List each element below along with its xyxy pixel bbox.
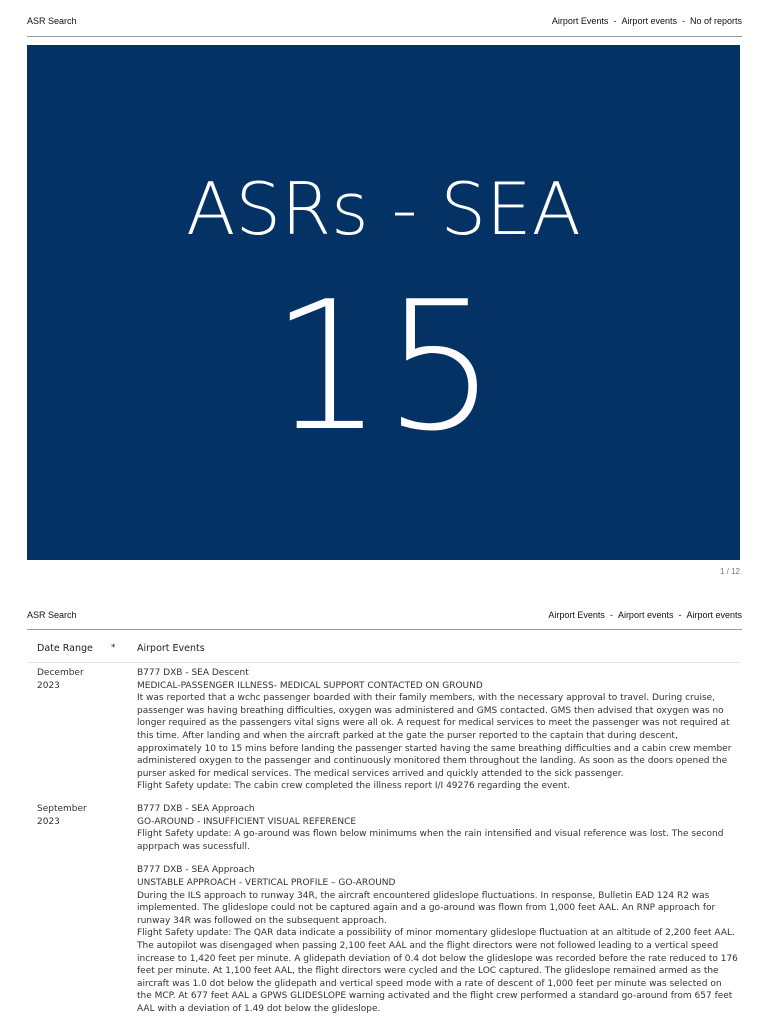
event-aircraft-route: B777 DXB - SEA Descent xyxy=(137,668,249,678)
column-header-events[interactable]: Airport Events xyxy=(137,643,205,654)
breadcrumb-item[interactable]: Airport events xyxy=(686,610,742,620)
report-count: 15 xyxy=(270,263,497,470)
event-aircraft-route: B777 DXB - SEA Approach xyxy=(137,865,255,876)
breadcrumb-item[interactable]: Airport Events xyxy=(548,610,605,620)
breadcrumb: Airport Events - Airport events - No of reports xyxy=(551,16,742,26)
column-header-marker[interactable]: * xyxy=(111,643,116,653)
header-divider xyxy=(27,629,742,630)
breadcrumb: Airport Events - Airport events - Airport events xyxy=(548,610,742,620)
app-title: ASR Search xyxy=(27,610,77,620)
event-entry xyxy=(137,864,738,1015)
banner-title: ASRs - SEA xyxy=(186,167,581,251)
table-header xyxy=(37,643,741,657)
breadcrumb-item[interactable]: No of reports xyxy=(689,16,742,26)
event-description: During the ILS approach to runway 34R, the aircraft encountered glideslope fluctuations. In response, Bulletin EAD 124 R2 was implemented. The glideslope could not be captured again and a go-around was flown from 1,000 feet AAL. An RNP approach for runway 34R was followed on the subsequent approach. xyxy=(137,890,716,926)
page2-header xyxy=(27,604,742,626)
page-indicator: 1 / 12 xyxy=(719,567,740,576)
header-divider xyxy=(27,36,742,37)
event-description: It was reported that a wchc passenger boarded with their family members, with the necessary approval to travel. During cruise, passenger was having breathing difficulties, oxygen was administered and GMS contacted. GMS then advised that oxygen was no longer required as the passengers vital signs were all ok. A request for medical services to meet the passenger was not required at this time. After landing and when the aircraft parked at the gate the purser reported to the captain that during descent, approximately 10 to 15 mins before landing the passenger started having the same breathing difficulties and a cabin crew member administered oxygen to the passenger and continuously monitored them throughout the landing. As soon as the doors opened the purser asked for medical services. The medical services arrived and quickly attended to the sick passenger. xyxy=(137,693,732,779)
event-category: UNSTABLE APPROACH - VERTICAL PROFILE – GO-AROUND xyxy=(137,877,396,888)
kpi-banner xyxy=(27,45,740,560)
table-header-divider xyxy=(27,662,741,663)
event-safety-update: Flight Safety update: A go-around was flown below minimums when the rain intensified and visual reference was lost. The second apprpach was sucessfull. xyxy=(137,829,724,852)
event-entry xyxy=(137,803,738,853)
event-category: MEDICAL-PASSENGER ILLNESS- MEDICAL SUPPORT CONTACTED ON GROUND xyxy=(137,680,483,691)
row-date: September 2023 xyxy=(37,804,87,827)
column-header-date[interactable]: Date Range xyxy=(37,643,93,654)
event-aircraft-route: B777 DXB - SEA Approach xyxy=(137,804,255,814)
row-date: December 2023 xyxy=(37,668,84,691)
page1-header xyxy=(27,10,742,32)
row-events xyxy=(137,803,738,1027)
app-title: ASR Search xyxy=(27,16,77,26)
row-events xyxy=(137,667,738,804)
breadcrumb-item[interactable]: Airport Events xyxy=(551,16,609,26)
event-safety-update: Flight Safety update: The QAR data indicate a possibility of minor momentary glideslope fluctuation at an altitude of 2,200 feet AAL. The autopilot was disengaged when passing 2,100 feet AAL and the flight directors were not followed leading to a vertical speed increase to 1,420 feet per minute. A glidepath deviation of 0.4 dot below the glideslope was recorded before the rate reduced to 176 feet per minute. At 1,100 feet AAL, the flight directors were cycled and the LOC captured. The glideslope remained armed as the aircraft was 1.0 dot below the glidepath and vertical speed mode with a rate of descent of 1,000 feet per minute was selected on the MCP. At 677 feet AAL a GPWS GLIDESLOPE warning activated and the flight crew performed a standard go-around from 657 feet AAL with a deviation of 1.49 dot below the glideslope. xyxy=(137,928,738,1014)
event-category: GO-AROUND - INSUFFICIENT VISUAL REFERENCE xyxy=(137,816,357,827)
breadcrumb-item[interactable]: Airport events xyxy=(621,16,677,26)
event-safety-update: Flight Safety update: The cabin crew completed the illness report I/I 49276 regarding the event. xyxy=(137,781,570,792)
event-entry xyxy=(137,667,738,793)
breadcrumb-item[interactable]: Airport events xyxy=(617,610,674,620)
